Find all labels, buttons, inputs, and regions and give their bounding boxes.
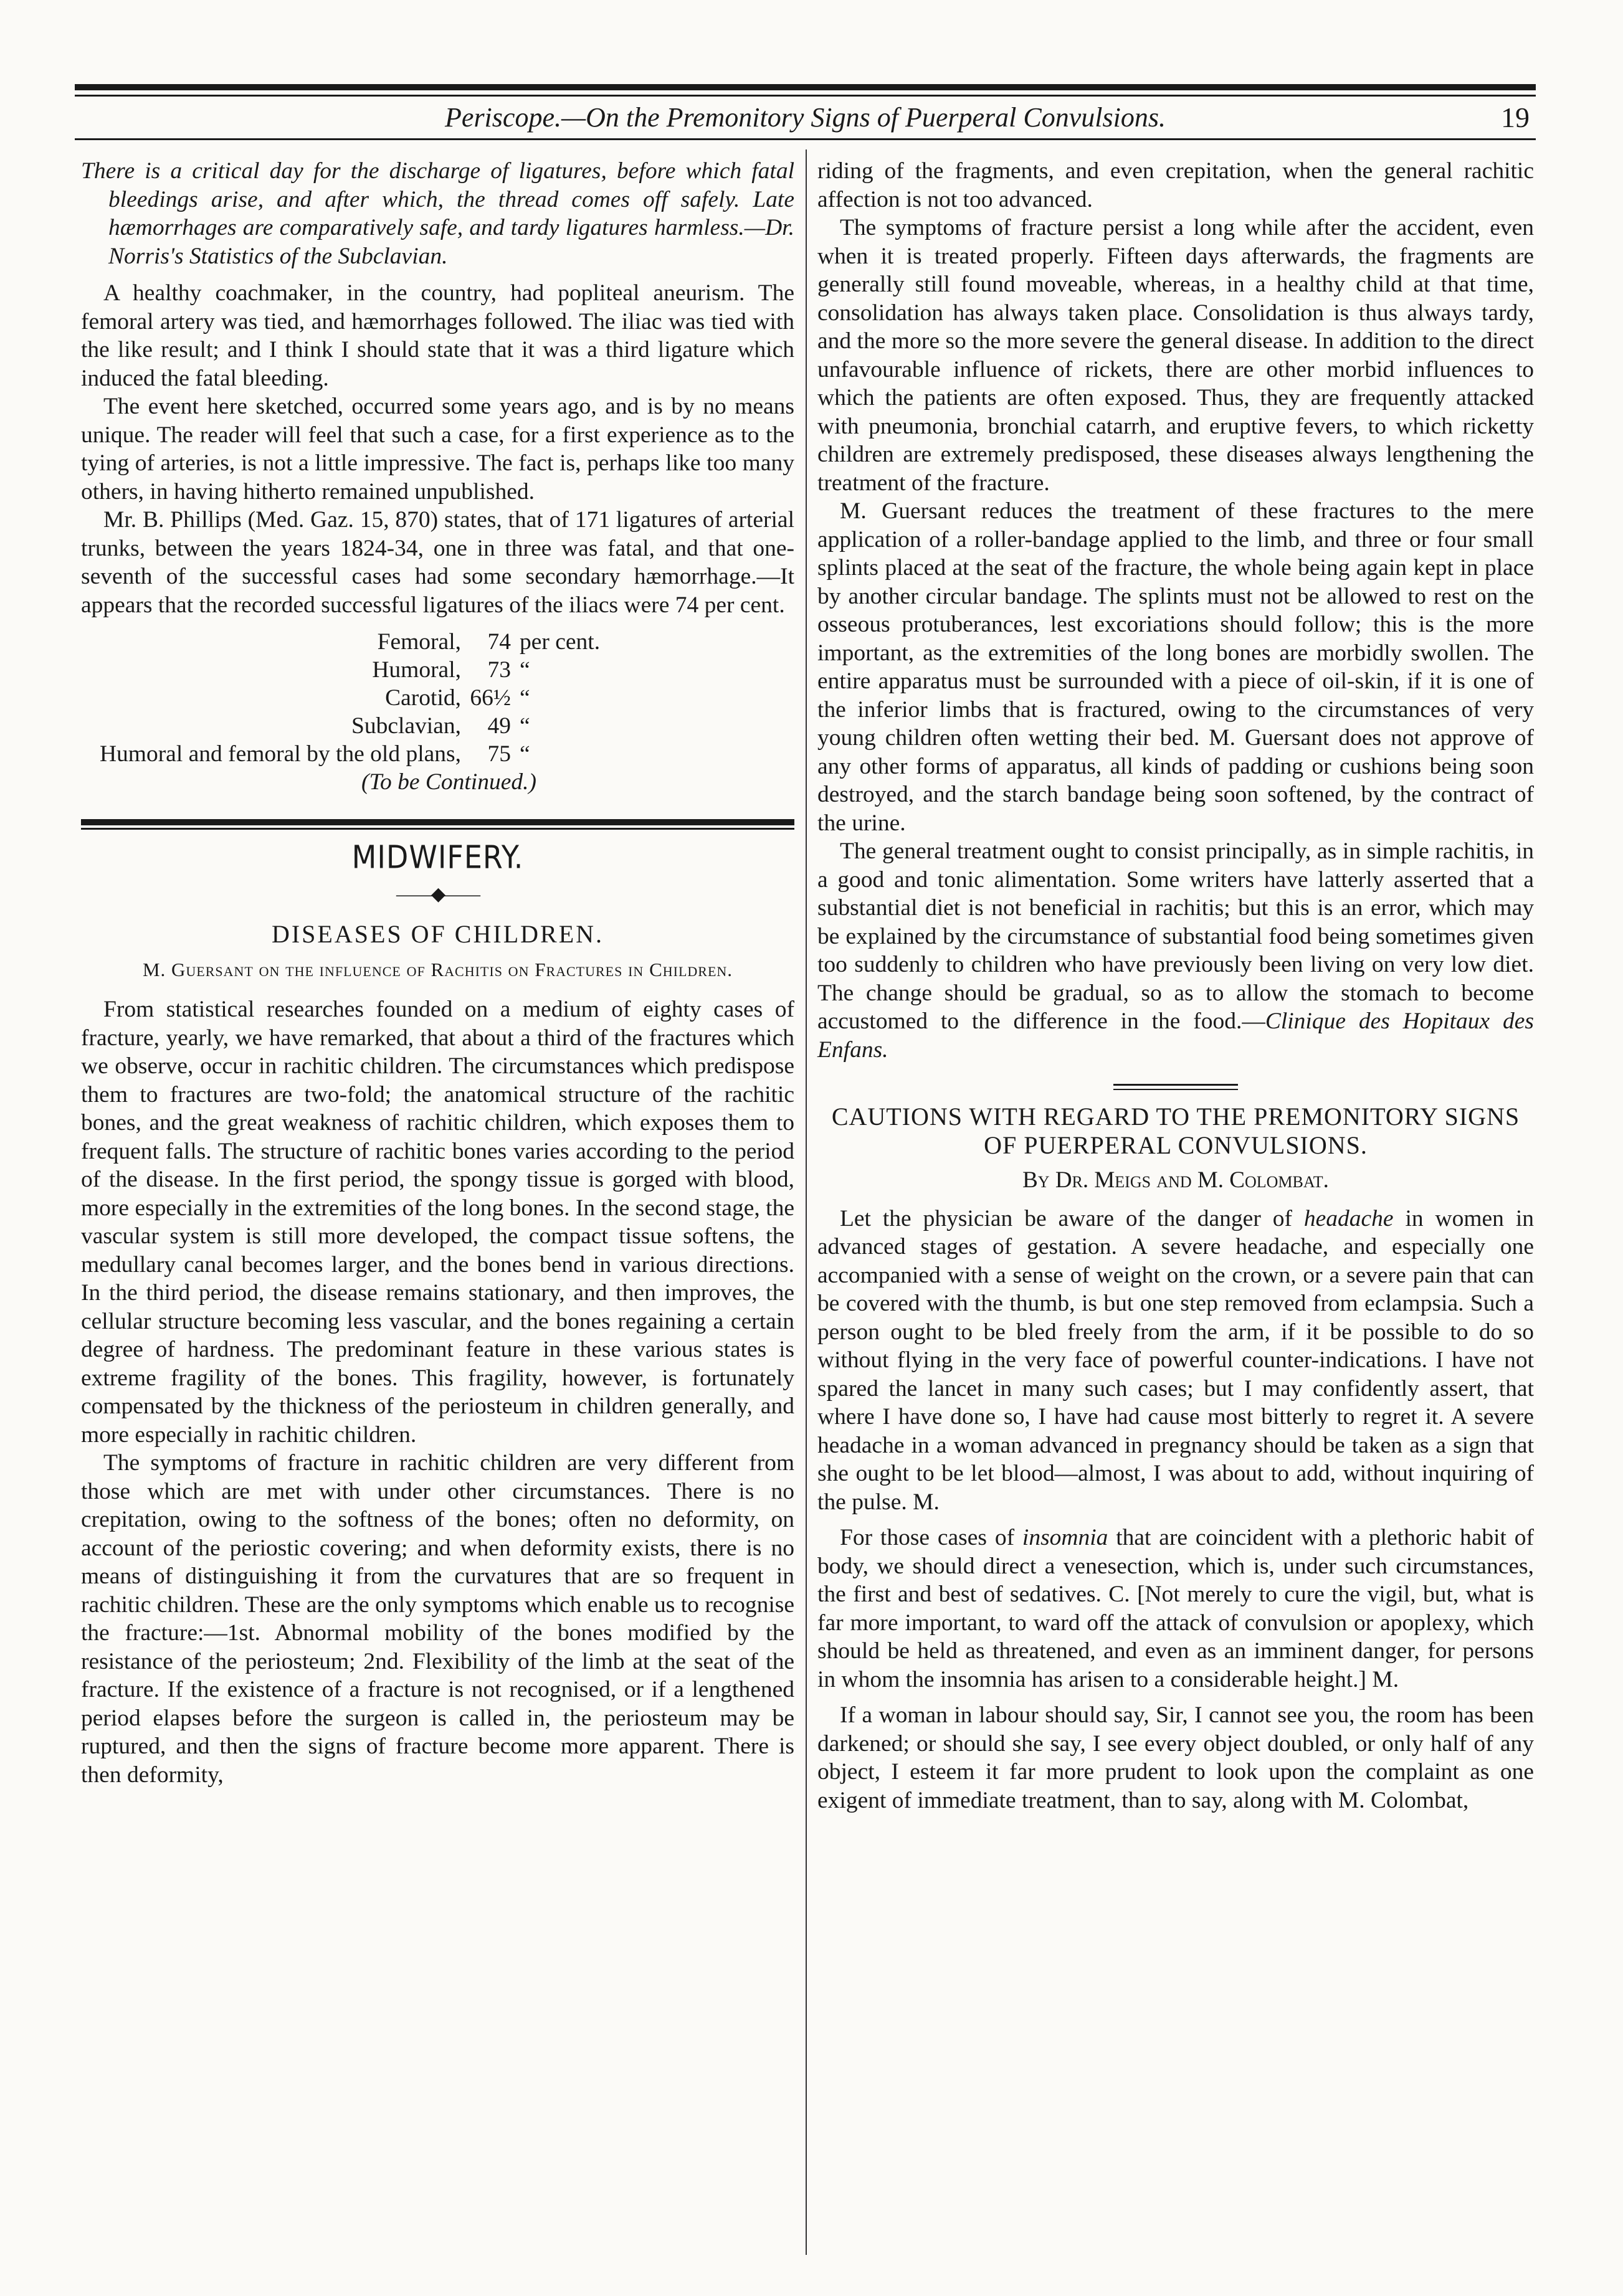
paragraph-riding-fragments: riding of the fragments, and even crepitation, when the general rachitic affection is not too advanced. [817, 158, 1534, 212]
stats-name: Carotid, [385, 685, 461, 711]
stats-row-combined [81, 740, 794, 768]
epigraph-rest: which fatal bleedings arise, and after which, the thread comes off safely. Late hæmorrhages are comparatively safe, and tardy ligatures harmless.—Dr. Norris's Statistics of the Subclavian. [108, 158, 794, 269]
byline: By Dr. Meigs and M. Colombat. [1022, 1167, 1329, 1193]
section-title-midwifery: MIDWIFERY. [351, 838, 524, 876]
stats-unit: “ [520, 741, 530, 767]
paragraph-phillips: Mr. B. Phillips (Med. Gaz. 15, 870) states, that of 171 ligatures of arterial trunks, between the years 1824-34, one in three was fatal, and that one-seventh of the successful cases had some secondary hæmorrhage.—It appears that the recorded successful ligatures of the iliacs were 74 per cent. [81, 507, 794, 618]
stats-unit: “ [520, 685, 530, 711]
stats-name: Femoral, [377, 629, 461, 655]
top-heavy-rule [75, 84, 1536, 90]
stats-value: 73 [487, 657, 511, 683]
stats-value: 66½ [470, 685, 511, 711]
general-treatment-text: The general treatment ought to consist principally, as in simple rachitis, in a good and tonic alimentation. Some writers have latterly asserted that a substantial diet is not beneficial in rachitis; but this is an error, which may be explained by the circumstance of substantial food being sometimes given too suddenly to children who have previously been living on very low diet. The change should be gradual, so as to allow the stomach to become accustomed to the difference in the food.— [817, 838, 1534, 1034]
epigraph-quote [81, 157, 794, 270]
paragraph-symptoms-rachitic: The symptoms of fracture in rachitic children are very different from those which are met with under other circumstances. There is no crepitation, owing to the softness of the bones; often no deformity, on account of the periostic covering; and when deformity exists, there is no means of distinguishing it from the curvatures that are so frequent in rachitic children. These are the only symptoms which enable us to recognise the fracture:—1st. Abnormal mobility of the bones modified by the resistance of the periosteum; 2nd. Flexibility of the limb at the seat of the fracture. If the existence of a fracture is not recognised, or if a lengthened period elapses before the surgeon is called in, the periosteum may be ruptured, and then the signs of fracture become more apparent. There is then deformity, [81, 1450, 794, 1788]
stats-name: Humoral, [372, 657, 461, 683]
stats-row [81, 628, 794, 656]
insomnia-emphasis: insomnia [1022, 1525, 1108, 1550]
subhead-diseases-of-children: DISEASES OF CHILDREN. [271, 919, 604, 948]
stats-unit: “ [520, 657, 530, 683]
headache-text-a: Let the physician be aware of the danger of [840, 1205, 1304, 1231]
paragraph-event: The event here sketched, occurred some years ago, and is by no means unique. The reader will feel that such a case, for a first experience as to the tying of arteries, is not a little impressive. The fact is, perhaps like too many others, in having hitherto remained unpublished. [81, 394, 794, 505]
right-column [817, 157, 1534, 1815]
insomnia-text-b: that are coincident with a plethoric habit of body, we should direct a venesection, which is, under such circumstances, the first and best of sedatives. C. [Not merely to cure the vigil, but, what is far more important, to ward off the attack of convulsion or apoplexy, which should be held as threatened, and even as an imminent danger, for persons in whom the insomnia has arisen to a considerable height.] M. [817, 1525, 1535, 1692]
headache-emphasis: headache [1303, 1205, 1394, 1231]
stats-value: 75 [487, 741, 511, 767]
section-thin-rule [81, 828, 794, 830]
insomnia-text-a: For those cases of [840, 1525, 1022, 1550]
paragraph-statistical-researches: From statistical researches founded on a medium of eighty cases of fracture, yearly, we have remarked, that about a third of the fractures which we observe, occur in rachitic children. The circumstances which predispose them to fractures are two-fold; the anatomical structure of the rachitic bones, and the great weakness of rachitic children, which exposes them to frequent falls. The structure of rachitic bones varies according to the period of the disease. In the first period, the spongy tissue is gorged with blood, more especially in the extremities of the long bones. In the second stage, the vascular system is still more developed, the compact tissue softens, the medullary canal becomes larger, and the bones bend in various directions. In the third period, the disease remains stationary, and then improves, the cellular structure becoming less vascular, and the bones regaining a certain degree of hardness. The predominant feature in these various states is extreme fragility of the bones. This fragility, however, is fortunately compensated by the thickness of the periosteum in children generally, and more especially in rachitic children. [81, 997, 794, 1448]
epigraph-first-line: There is a critical day for the discharge of ligatures, before [81, 158, 676, 184]
ornament-divider: ——◆—— [396, 884, 480, 904]
ligature-stats-table [81, 628, 794, 768]
source-citation: Clinique des Hopitaux des Enfans. [817, 1008, 1535, 1063]
paragraph-symptoms-persist: The symptoms of fracture persist a long while after the accident, even when it is treated properly. Fifteen days afterwards, the fragments are generally still found moveable, whereas, in a healthy child at that time, consolidation has always taken place. Consolidation is thus always tardy, and the more so the more severe the general disease. In addition to the direct unfavourable influence of rickets, there are other morbid influences to which the patients are often exposed. Thus, they are frequently attacked with pneumonia, bronchial catarrh, and eruptive fevers, to which ricketty children are extremely predisposed, these diseases always lengthening the treatment of the fracture. [817, 215, 1534, 496]
stats-row [81, 712, 794, 740]
to-be-continued: (To be Continued.) [361, 769, 536, 795]
paragraph-general-treatment [817, 837, 1534, 1064]
section-heavy-rule [81, 819, 794, 825]
running-title: Periscope.—On the Premonitory Signs of Puerperal Convulsions. [445, 102, 1166, 133]
article-heading-guersant: M. Guersant on the influence of Rachitis on Fractures in Children. [142, 959, 733, 980]
paragraph-headache [817, 1205, 1534, 1517]
paragraph-treatment: M. Guersant reduces the treatment of these fractures to the mere application of a roller-bandage applied to the limb, and three or four small splints placed at the seat of the fracture, the whole being again kept in place by another circular bandage. The splints must not be allowed to rest on the osseous protuberances, lest excoriations should follow; this is the more important, as the extremities of the long bones are morbidly swollen. The entire apparatus must be surrounded with a piece of oil-skin, if it is one of the inferior limbs that is fractured, owing to the circumstances of very young children often wetting their bed. M. Guersant does not approve of any other forms of apparatus, all kinds of padding or cushions being soon destroyed, and the starch bandage being soon softened, by the contract of the urine. [817, 498, 1534, 836]
stats-unit: per cent. [520, 629, 601, 655]
stats-value: 49 [487, 713, 511, 739]
paragraph-labour: If a woman in labour should say, Sir, I cannot see you, the room has been darkened; or should she say, I see every object doubled, or only half of any object, I esteem it far more prudent to look upon the complaint as one exigent of immediate treatment, than to say, along with M. Colombat, [817, 1702, 1534, 1813]
stats-row [81, 684, 794, 712]
paragraph-gap [817, 1694, 1534, 1701]
stats-value: 74 [487, 629, 511, 655]
page-number: 19 [1501, 102, 1530, 133]
cautions-title: CAUTIONS WITH REGARD TO THE PREMONITORY SIGNS OF PUERPERAL CONVULSIONS. [831, 1103, 1520, 1159]
paragraph-coachmaker: A healthy coachmaker, in the country, had popliteal aneurism. The femoral artery was tied, and hæmorrhages followed. The iliac was tied with the like result; and I think I should state that it was a third ligature which induced the fatal bleeding. [81, 280, 794, 391]
stats-name: Humoral and femoral by the old plans, [99, 741, 461, 767]
stats-unit: “ [520, 713, 530, 739]
top-thin-rule [75, 95, 1536, 97]
stats-row [81, 656, 794, 684]
paragraph-gap [817, 1516, 1534, 1524]
paragraph-insomnia [817, 1524, 1534, 1694]
article-divider-rule-thin [1113, 1089, 1238, 1090]
article-divider-rule [1113, 1084, 1238, 1086]
left-column [81, 157, 794, 1789]
column-divider [806, 149, 807, 2255]
stats-name: Subclavian, [351, 713, 461, 739]
headache-text-b: in women in advanced stages of gestation. A severe headache, and especially one accompanied with a sense of weight on the crown, or a severe pain that can be covered with the thumb, is but one step removed from eclampsia. Such a person ought to be bled freely from the arm, if it be possible to do so without flying in the very face of powerful counter-indications. I have not spared the lancet in many such cases; but I may confidently assert, that where I have done so, I have had cause most bitterly to regret it. A severe headache in a woman advanced in pregnancy should be taken as a sign that she ought to be let blood—almost, I was about to add, without inquiring of the pulse. M. [817, 1205, 1534, 1515]
header-rule [75, 138, 1536, 140]
running-head [75, 100, 1536, 136]
